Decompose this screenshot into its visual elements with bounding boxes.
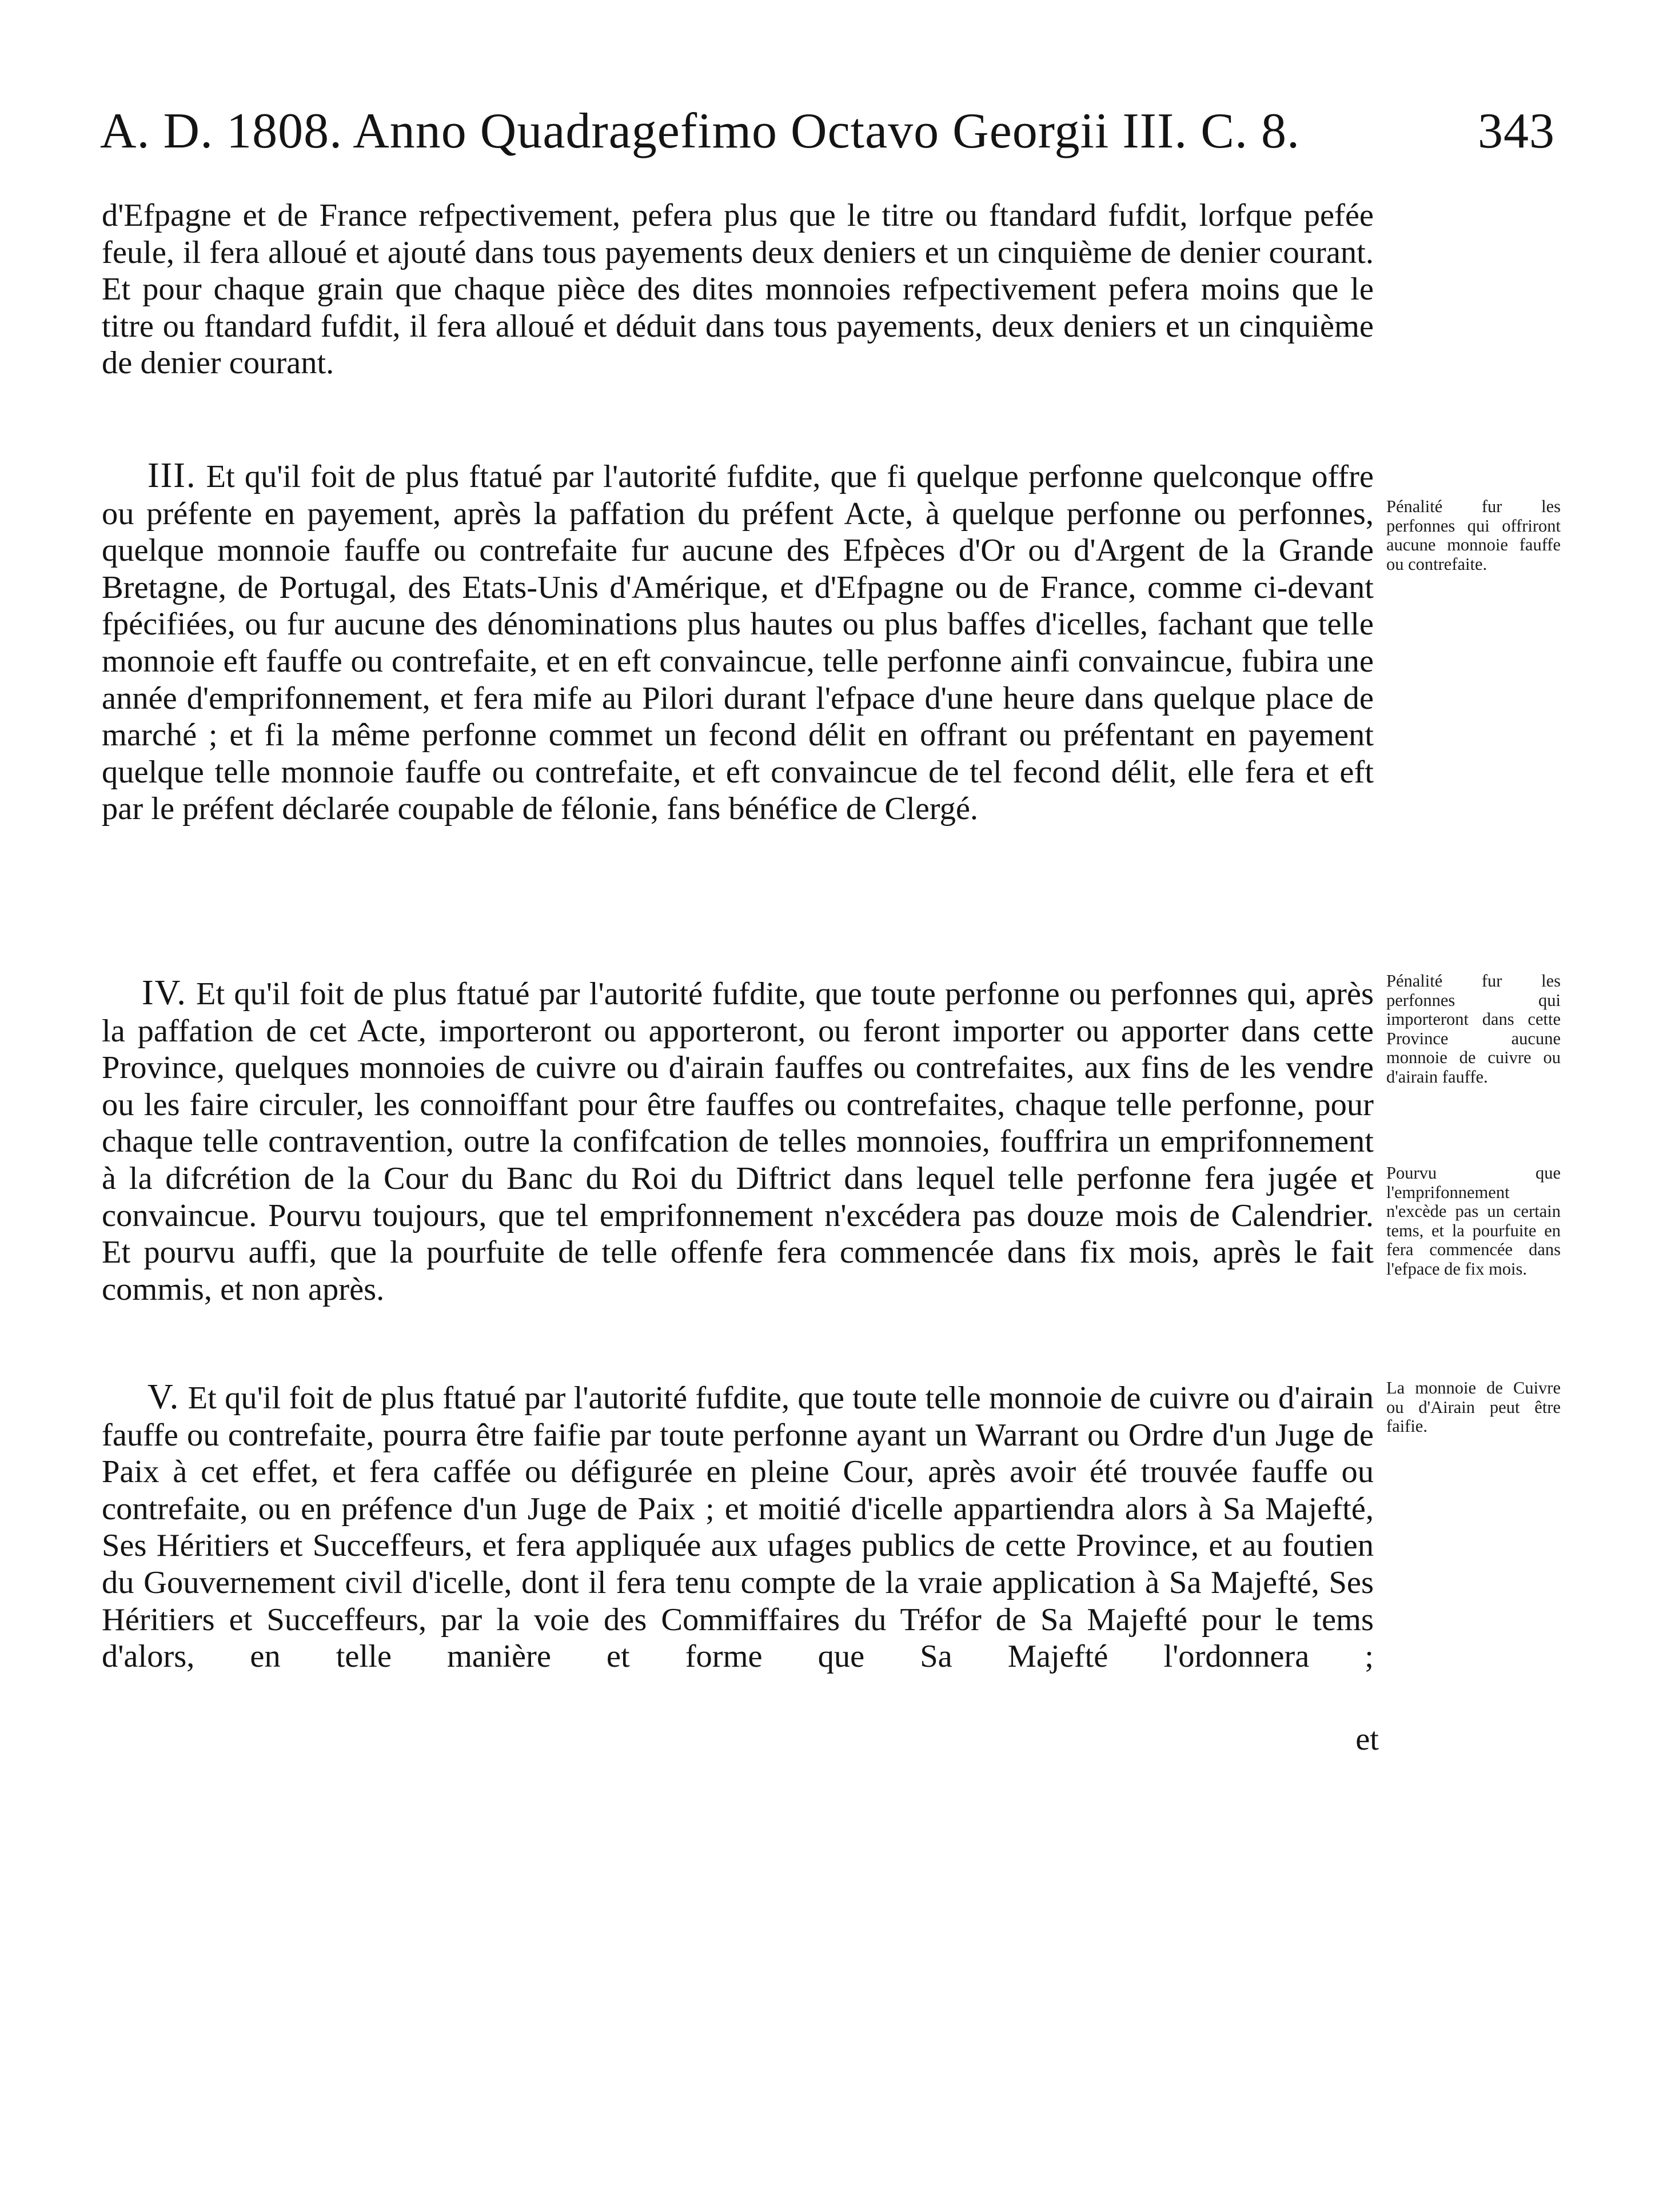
section-v [102,1379,1374,1675]
catchword: et [1355,1722,1379,1757]
section-text: d'Efpagne et de France refpectivement, pefera plus que le titre ou ftandard fufdit, lorfque pefée feule, il fera alloué et ajouté dans tous payements deux deniers et un cinquième de denier courant. Et pour chaque grain que chaque pièce des dites monnoies refpectivement pefera moins que le titre ou ftandard fufdit, il fera alloué et déduit dans tous payements, deux deniers et un cinquième de denier courant. [102,198,1374,381]
page-number: 343 [1478,103,1555,159]
paragraph-iii [102,457,1374,828]
section-iii [102,457,1374,828]
marginal-note-iv-proviso: Pourvu que l'emprifonnement n'excède pas un certain tems, et la pourfuite en fera commencée dans l'efpace de fix mois. [1386,1163,1561,1279]
paragraph-iv [102,975,1374,1308]
marginal-note-iii: Pénalité fur les perfonnes qui offriront aucune monnoie fauffe ou contrefaite. [1386,497,1561,574]
running-head-title: A. D. 1808. Anno Quadragefimo Octavo Georgii III. C. 8. [100,103,1300,159]
marginal-note-v: La monnoie de Cuivre ou d'Airain peut être faifie. [1386,1378,1561,1436]
section-number: IV. [142,973,187,1012]
paragraph-continuation [102,197,1374,382]
section-text: Et qu'il foit de plus ftatué par l'autorité fufdite, que toute perfonne ou perfonnes qui, après la paffation de cet Acte, importeront ou apporteront, ou feront importer ou apporter dans cette Province, quelques monnoies de cuivre ou d'airain fauffes ou contrefaites, aux fins de les vendre ou les faire circuler, les connoiffant pour être fauffes ou contrefaites, chaque telle perfonne, pour chaque telle contravention, outre la confifcation de telles monnoies, fouffrira un emprifonnement à la difcrétion de la Cour du Banc du Roi du Diftrict dans lequel telle perfonne fera jugée et convaincue. Pourvu toujours, que tel emprifonnement n'excédera pas douze mois de Calendrier. Et pourvu auffi, que la pourfuite de telle offenfe fera commencée dans fix mois, après le fait commis, et non après. [102,976,1374,1307]
paragraph-v [102,1379,1374,1675]
section-text: Et qu'il foit de plus ftatué par l'autorité fufdite, que fi quelque perfonne quelconque offre ou préfente en payement, après la paffation du préfent Acte, à quelque perfonne ou perfonnes, quelque monnoie fauffe ou contrefaite fur aucune des Efpèces d'Or ou d'Argent de la Grande Bretagne, de Portugal, des Etats-Unis d'Amérique, et d'Efpagne ou de France, comme ci-devant fpécifiées, ou fur aucune des dénominations plus hautes ou plus baffes d'icelles, fachant que telle monnoie eft fauffe ou contrefaite, et en eft convaincue, telle perfonne ainfi convaincue, fubira une année d'emprifonnement, et fera mife au Pilori durant l'efpace d'une heure dans quelque place de marché ; et fi la même perfonne commet un fecond délit en offrant ou préfentant en payement quelque telle monnoie fauffe ou contrefaite, et eft convaincue de tel fecond délit, elle fera et eft par le préfent déclarée coupable de félonie, fans bénéfice de Clergé. [102,459,1374,827]
section-number: III. [147,456,197,495]
section-number: V. [147,1377,180,1416]
section-iv [102,975,1374,1308]
section-continuation [102,197,1374,382]
section-text: Et qu'il foit de plus ftatué par l'autorité fufdite, que toute telle monnoie de cuivre ou d'airain fauffe ou contrefaite, pourra être faifie par toute perfonne ayant un Warrant ou Ordre d'un Juge de Paix à cet effet, et fera caffée ou défigurée en pleine Cour, après avoir été trouvée fauffe ou contrefaite, ou en préfence d'un Juge de Paix ; et moitié d'icelle appartiendra alors à Sa Majefté, Ses Héritiers et Succeffeurs, et fera appliquée aux ufages publics de cette Province, et au foutien du Gouvernement civil d'icelle, dont il fera tenu compte de la vraie application à Sa Majefté, Ses Héritiers et Succeffeurs, par la voie des Commiffaires du Tréfor de Sa Majefté pour le tems d'alors, en telle manière et forme que Sa Majefté l'ordonnera ; [102,1380,1374,1675]
marginal-note-iv-penalty: Pénalité fur les perfonnes qui importeront dans cette Province aucune monnoie de cuivre ou d'airain fauffe. [1386,971,1561,1087]
running-head [100,97,1555,166]
